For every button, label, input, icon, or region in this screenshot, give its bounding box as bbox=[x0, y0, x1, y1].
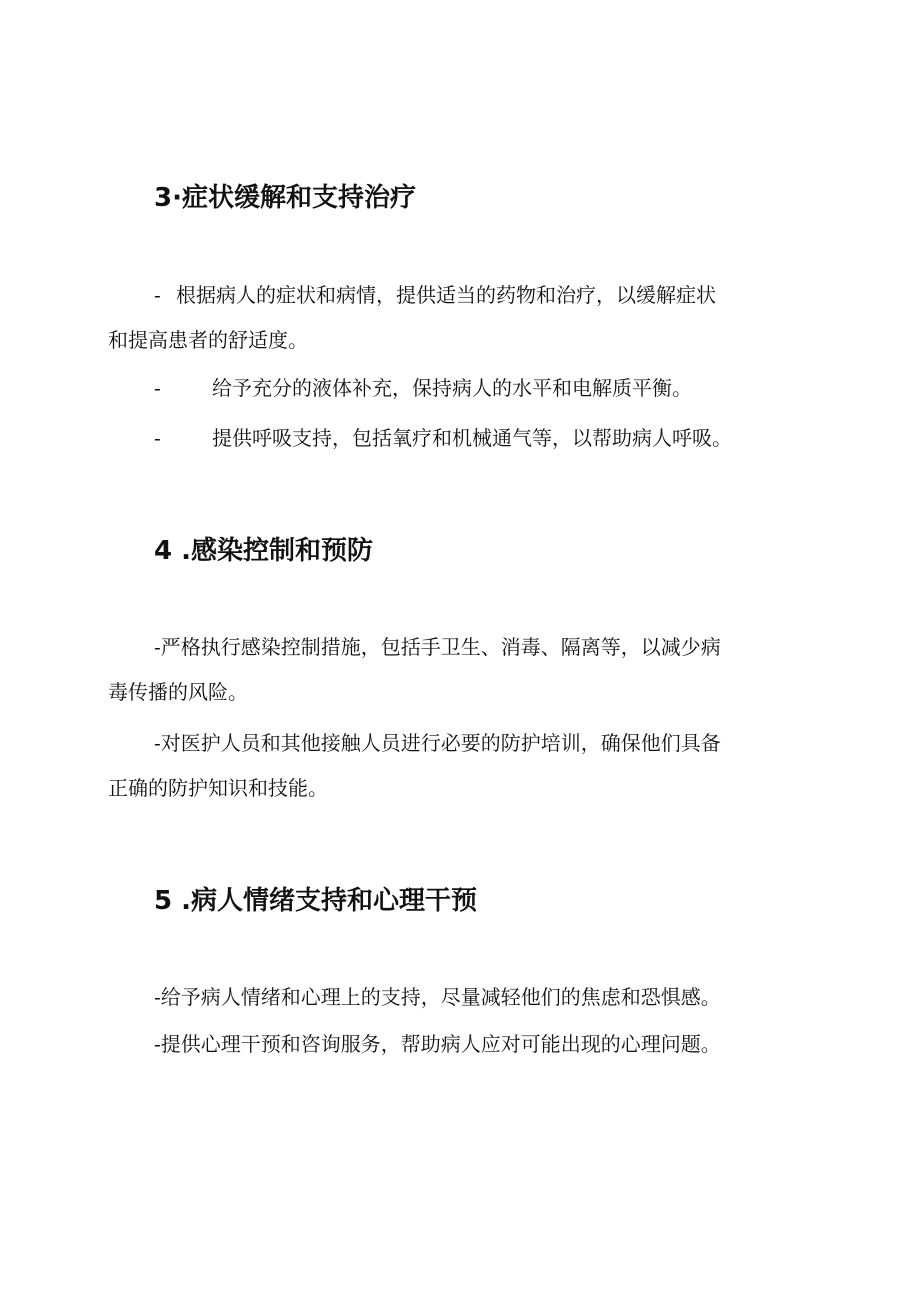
item-dash: - bbox=[154, 283, 161, 307]
section-5-item-1 bbox=[154, 975, 721, 1020]
item-dash: - bbox=[154, 376, 161, 400]
item-text-line-2: 正确的防护知识和技能。 bbox=[108, 776, 328, 800]
section-3-item-3 bbox=[154, 416, 732, 461]
section-4-item-1-continued bbox=[108, 670, 248, 715]
item-text-line-1: 提供心理干预和咨询服务，帮助病人应对可能出现的心理问题。 bbox=[160, 1032, 721, 1056]
item-dash: - bbox=[154, 731, 161, 755]
item-text-line-1: 给予充分的液体补充，保持病人的水平和电解质平衡。 bbox=[212, 376, 692, 400]
item-text-line-1: 根据病人的症状和病情，提供适当的药物和治疗，以缓解症状 bbox=[176, 283, 716, 307]
item-text-line-1: 提供呼吸支持，包括氧疗和机械通气等，以帮助病人呼吸。 bbox=[212, 426, 732, 450]
section-3-item-1-continued bbox=[108, 318, 308, 363]
item-text-line-2: 毒传播的风险。 bbox=[108, 680, 248, 704]
item-text-line-2: 和提高患者的舒适度。 bbox=[108, 328, 308, 352]
item-dash: - bbox=[154, 985, 161, 1009]
section-4-item-2-continued bbox=[108, 766, 328, 811]
item-dash: - bbox=[154, 635, 161, 659]
section-3-item-2 bbox=[154, 366, 692, 411]
item-text-line-1: 严格执行感染控制措施，包括手卫生、消毒、隔离等，以减少病 bbox=[160, 635, 721, 659]
section-4-item-1 bbox=[154, 625, 721, 670]
item-text-line-1: 对医护人员和其他接触人员进行必要的防护培训，确保他们具备 bbox=[160, 731, 721, 755]
section-4-heading: 4 .感染控制和预防 bbox=[154, 536, 374, 566]
section-4-item-2 bbox=[154, 721, 721, 766]
item-dash: - bbox=[154, 1032, 161, 1056]
section-5-heading: 5 .病人情绪支持和心理干预 bbox=[154, 886, 478, 916]
item-dash: - bbox=[154, 426, 161, 450]
item-text-line-1: 给予病人情绪和心理上的支持，尽量减轻他们的焦虑和恐惧感。 bbox=[160, 985, 721, 1009]
section-5-item-2 bbox=[154, 1022, 721, 1067]
section-3-heading: 3·症状缓解和支持治疗 bbox=[154, 183, 416, 213]
section-3-item-1 bbox=[154, 273, 716, 318]
